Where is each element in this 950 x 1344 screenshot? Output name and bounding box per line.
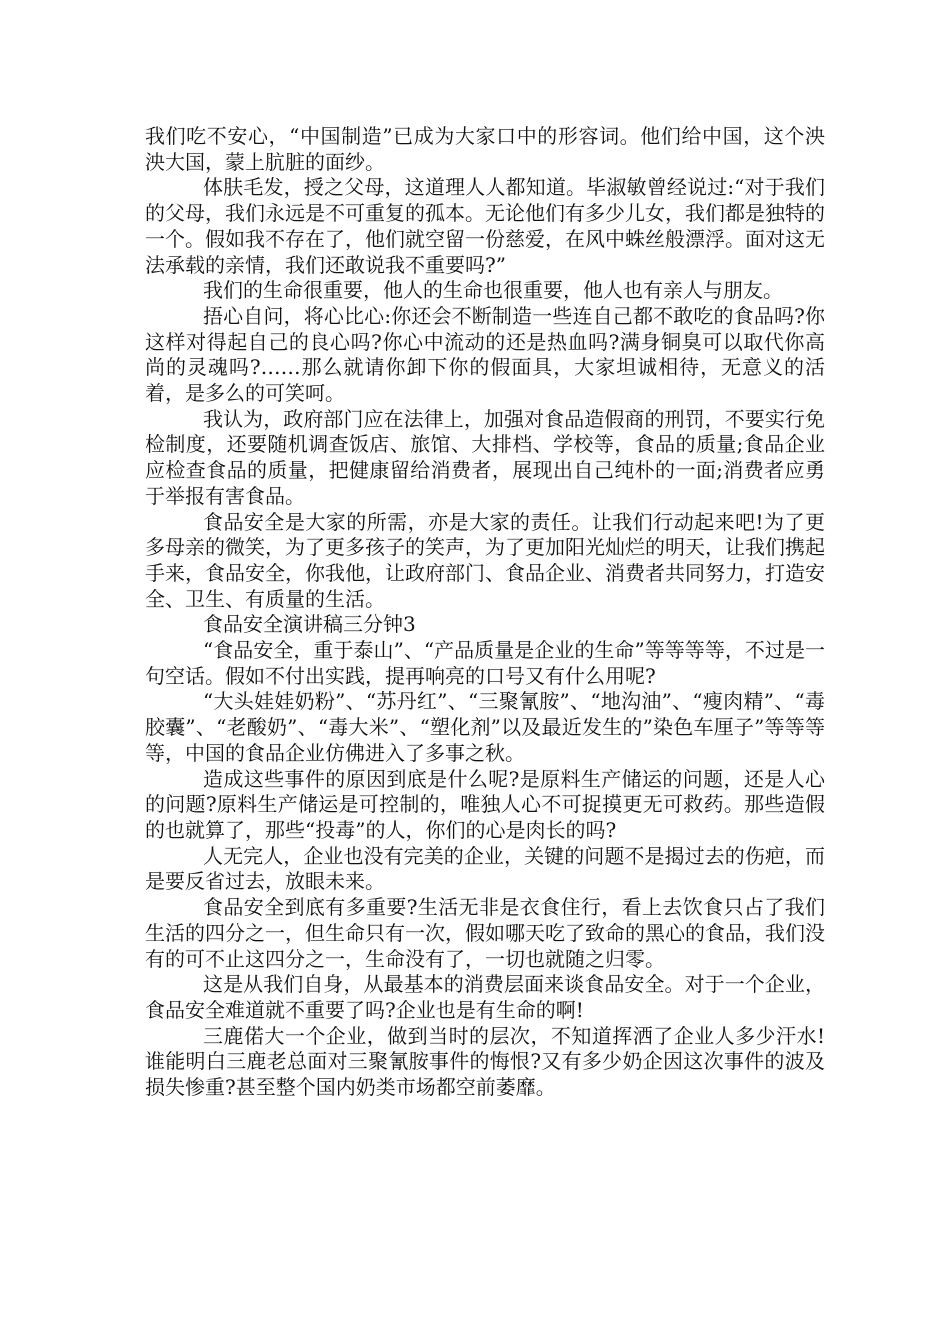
paragraph: 人无完人，企业也没有完美的企业，关键的问题不是揭过去的伤疤，而是要反省过去，放眼未来。 (145, 843, 825, 894)
document-body (145, 124, 825, 1101)
paragraph: 体肤毛发，授之父母，这道理人人都知道。毕淑敏曾经说过:“对于我们的父母，我们永远是不可重复的孤本。无论他们有多少儿女，我们都是独特的一个。假如我不存在了，他们就空留一份慈爱，在风中蛛丝般漂浮。面对这无法承载的亲情，我们还敢说我不重要吗?” (145, 175, 825, 277)
section-heading: 食品安全演讲稿三分钟3 (203, 612, 416, 637)
paragraph: 这是从我们自身，从最基本的消费层面来谈食品安全。对于一个企业，食品安全难道就不重要了吗?企业也是有生命的啊! (145, 972, 825, 1022)
paragraph: 食品安全到底有多重要?生活无非是衣食住行，看上去饮食只占了我们生活的四分之一，但生命只有一次，假如哪天吃了致命的黑心的食品，我们没有的可不止这四分之一，生命没有了，一切也就随之归零。 (145, 895, 825, 971)
paragraph: 三鹿偌大一个企业，做到当时的层次，不知道挥洒了企业人多少汗水!谁能明白三鹿老总面对三聚氰胺事件的悔恨?又有多少奶企因这次事件的波及损失惨重?甚至整个国内奶类市场都空前萎靡。 (145, 1023, 825, 1100)
paragraph: 我认为，政府部门应在法律上，加强对食品造假商的刑罚，不要实行免检制度，还要随机调查饭店、旅馆、大排档、学校等，食品的质量;食品企业应检查食品的质量，把健康留给消费者，展现出自己纯朴的一面;消费者应勇于举报有害食品。 (145, 406, 825, 508)
paragraph: 我们吃不安心，“中国制造”已成为大家口中的形容词。他们给中国，这个泱泱大国，蒙上肮脏的面纱。 (145, 124, 825, 174)
paragraph: “食品安全，重于泰山”、“产品质量是企业的生命”等等等等，不过是一句空话。假如不付出实践，提再响亮的口号又有什么用呢? (145, 638, 825, 688)
paragraph: 造成这些事件的原因到底是什么呢?是原料生产储运的问题，还是人心的问题?原料生产储运是可控制的，唯独人心不可捉摸更无可救药。那些造假的也就算了，那些“投毒”的人，你们的心是肉长的吗? (145, 766, 825, 842)
paragraph: 食品安全是大家的所需，亦是大家的责任。让我们行动起来吧!为了更多母亲的微笑，为了更多孩子的笑声，为了更加阳光灿烂的明天，让我们携起手来，食品安全，你我他，让政府部门、食品企业、消费者共同努力，打造安全、卫生、有质量的生活。 (145, 509, 825, 611)
paragraph: 我们的生命很重要，他人的生命也很重要，他人也有亲人与朋友。 (203, 278, 783, 303)
paragraph: 捂心自问，将心比心:你还会不断制造一些连自己都不敢吃的食品吗?你这样对得起自己的良心吗?你心中流动的还是热血吗?满身铜臭可以取代你高尚的灵魂吗?……那么就请你卸下你的假面具，大家坦诚相待，无意义的活着，是多么的可笑呵。 (145, 303, 825, 406)
paragraph: “大头娃娃奶粉”、“苏丹红”、“三聚氰胺”、“地沟油”、“瘦肉精”、“毒胶囊”、“老酸奶”、“毒大米”、“塑化剂”以及最近发生的”染色车厘子”等等等等，中国的食品企业仿佛进入了多事之秋。 (145, 689, 825, 765)
